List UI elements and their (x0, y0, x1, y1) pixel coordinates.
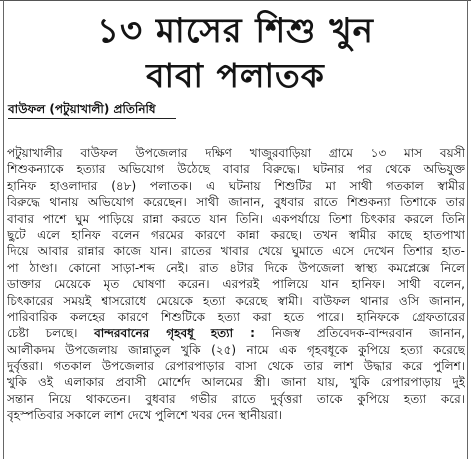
article-line: খুকি ওই এলাকার প্রবাসী মোর্শেদ আলমের স্ত্রী। জানা যায়, খুকি রেপারপাড়ায় দুই (7, 375, 465, 390)
article-line: আলীকদম উপজেলায় জান্নাতুল খুকি (২৫) নামে এক গৃহবধূকে কুপিয়ে হত্যা করেছে (7, 342, 465, 357)
article-line: হানিফ হাওলাদার (৪৮) পলাতক। এ ঘটনায় শিশুটির মা সাথী গতকাল স্বামীর (7, 178, 465, 193)
article-line: পারিবারিক কলহের কারণে শিশুটিকে হত্যা করা হতে পারে। হানিফকে গ্রেফতারের (7, 309, 465, 324)
article-line: ডাক্তার মেয়েকে মৃত ঘোষণা করেন। এরপরই পালিয়ে যান হানিফ। সাথী বলেন, (7, 277, 465, 292)
article-line: পা ঠাণ্ডা। কোনো সাড়া-শব্দ নেই। রাত ৪টার দিকে উপজেলা স্বাস্থ্য কমপ্লেক্সে নিলে (7, 260, 465, 275)
article-line: বিরুদ্ধে থানায় অভিযোগ করেছেন। সাথী জানান, বুধবার রাতে শিশুকন্যা তিশাকে তার (7, 195, 465, 210)
right-column-rule (467, 0, 468, 459)
article-body (7, 145, 465, 452)
article-line: ছুটে এলে হানিফ বলেন গরমের কারণে কান্না করছে। তখন স্বামীর কাছে হাতপাখা (7, 227, 465, 242)
sub-article-heading: বান্দরবানের গৃহবধূ হত্যা : (94, 326, 255, 341)
headline (18, 10, 453, 98)
headline-line-1: ১৩ মাসের শিশু খুন (97, 11, 374, 51)
article-line: পটুয়াখালীর বাউফল উপজেলার দক্ষিণ খাজুরবাড়িয়া গ্রামে ১৩ মাস বয়সী (7, 146, 465, 160)
article-line: দিয়ে আবার রান্নার কাজে যান। রাতের খাবার খেয়ে ঘুমাতে এসে দেখেন তিশার হাত- (7, 244, 465, 259)
top-border-rule (0, 0, 471, 1)
article-line-with-subhead (7, 325, 465, 341)
article-line: বাবার পাশে ঘুম পাড়িয়ে রান্না করতে যান তিনি। একপর্যায়ে তিশা চিৎকার করলে তিনি (7, 211, 465, 226)
byline-underline (8, 118, 176, 119)
article-line: সন্তান নিয়ে থাকতেন। বুধবার গভীর রাতে দুর্বৃত্তরা তাকে কুপিয়ে হত্যা করে। (7, 391, 465, 406)
sub-article-intro: নিজস্ব প্রতিবেদক-বান্দরবান জানান, (254, 326, 465, 341)
byline: বাউফল (পটুয়াখালী) প্রতিনিধি (8, 102, 156, 116)
left-column-rule (3, 0, 4, 459)
article-line-start: চেষ্টা চলছে। (7, 326, 95, 341)
headline-line-2: বাবা পলাতক (146, 56, 325, 95)
article-line: দুর্বৃত্তরা। গতকাল উপজেলার রেপারপাড়ার বাসা থেকে তার লাশ উদ্ধার করে পুলিশ। (7, 359, 465, 374)
article-line: বৃহস্পতিবার সকালে লাশ দেখে পুলিশে খবর দেন স্থানীয়রা। (7, 408, 283, 423)
article-line: চিৎকারের সময়ই শ্বাসরোধে মেয়েকে হত্যা করেছে স্বামী। বাউফল থানার ওসি জানান, (7, 293, 465, 308)
article-line: শিশুকন্যাকে হত্যার অভিযোগ উঠেছে বাবার বিরুদ্ধে। ঘটনার পর থেকে অভিযুক্ত (7, 162, 465, 177)
